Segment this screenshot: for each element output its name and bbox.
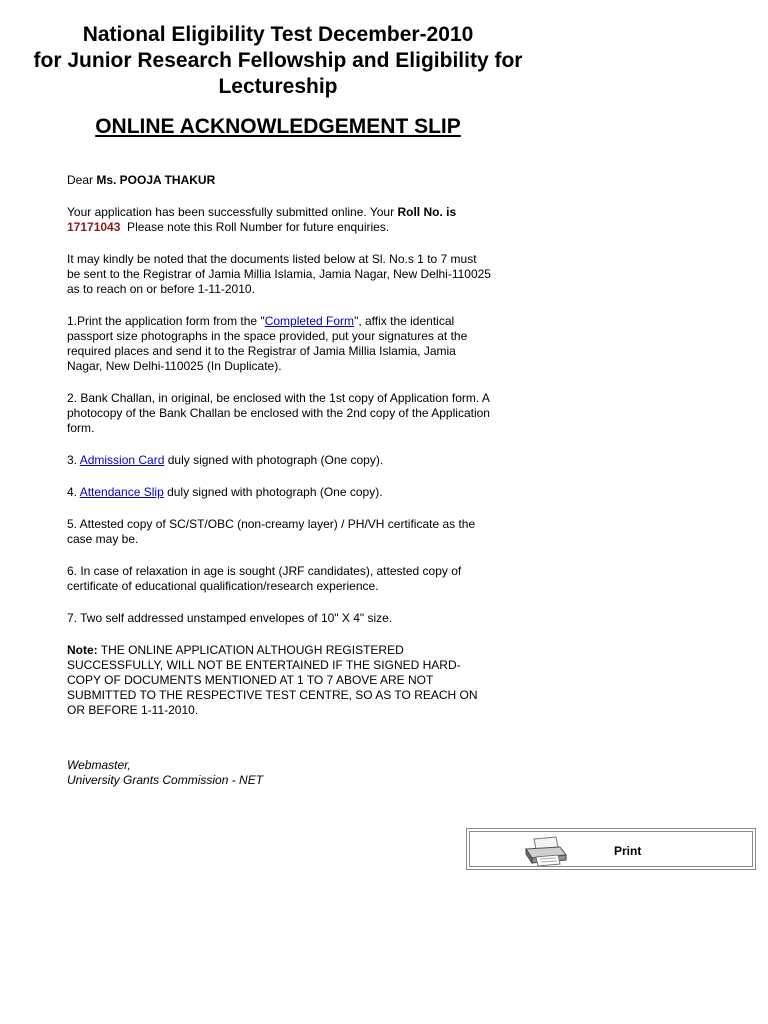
- heading-line-2: for Junior Research Fellowship and Eligibility for: [33, 49, 523, 72]
- signature-block: [67, 758, 491, 788]
- greeting: [67, 173, 491, 188]
- submission-paragraph: [67, 205, 491, 235]
- roll-label: Roll No. is: [397, 205, 457, 219]
- note-text: THE ONLINE APPLICATION ALTHOUGH REGISTERED SUCCESSFULLY, WILL NOT BE ENTERTAINED IF THE SIGNED HARD-COPY OF DOCUMENTS MENTIONED AT 1 TO 7 ABOVE ARE NOT SUBMITTED TO THE RESPECTIVE TEST CENTRE, SO AS TO REACH ON OR BEFORE 1-11-2010.: [67, 643, 478, 717]
- print-panel: [466, 828, 756, 870]
- item1-suffix: ", affix the identical passport size photographs in the space provided, put your signatures at the required places and send it to the Registrar of Jamia Millia Islamia, Jamia Nagar, New Delhi-110025 (In Duplicate).: [67, 314, 468, 373]
- printer-icon: [522, 835, 568, 867]
- heading-line-3: Lectureship: [218, 75, 338, 98]
- list-item: 6. In case of relaxation in age is sought (JRF candidates), attested copy of certificate of educational qualification/research experience.: [67, 564, 462, 593]
- documents-note: It may kindly be noted that the documents listed below at Sl. No.s 1 to 7 must be sent to the Registrar of Jamia Millia Islamia, Jamia Nagar, New Delhi-110025 as to reach on or before 1-11-2010.: [67, 252, 491, 296]
- heading-line-1: National Eligibility Test December-2010: [82, 23, 474, 46]
- signature-line-1: Webmaster,: [67, 758, 131, 772]
- list-item: 2. Bank Challan, in original, be enclosed with the 1st copy of Application form. A photocopy of the Bank Challan be enclosed with the 2nd copy of the Application form.: [67, 391, 490, 435]
- print-label: Print: [614, 844, 642, 858]
- list-item: [67, 453, 491, 468]
- attendance-slip-link[interactable]: Attendance Slip: [79, 485, 164, 499]
- signature-line-2: University Grants Commission - NET: [67, 773, 264, 787]
- list-item: [67, 314, 491, 374]
- letter-body: [67, 173, 491, 805]
- item4-suffix: duly signed with photograph (One copy).: [163, 485, 383, 499]
- greeting-prefix: Dear: [67, 173, 97, 187]
- item3-prefix: 3.: [67, 453, 80, 467]
- candidate-name: Ms. POOJA THAKUR: [96, 173, 216, 187]
- list-item: 7. Two self addressed unstamped envelopes of 10" X 4" size.: [67, 611, 393, 625]
- completed-form-link[interactable]: Completed Form: [264, 314, 355, 328]
- print-button[interactable]: [469, 831, 753, 867]
- page-title: ONLINE ACKNOWLEDGEMENT SLIP: [95, 115, 461, 138]
- item4-prefix: 4.: [67, 485, 80, 499]
- note-paragraph: [67, 643, 491, 718]
- roll-note: Please note this Roll Number for future enquiries.: [120, 220, 390, 234]
- roll-number: 17171043: [67, 220, 121, 234]
- note-label: Note:: [67, 643, 98, 657]
- list-item: 5. Attested copy of SC/ST/OBC (non-creamy layer) / PH/VH certificate as the case may be.: [67, 517, 476, 546]
- admission-card-link[interactable]: Admission Card: [79, 453, 165, 467]
- item3-suffix: duly signed with photograph (One copy).: [164, 453, 384, 467]
- list-item: [67, 485, 491, 500]
- submitted-text: Your application has been successfully submitted online. Your: [67, 205, 398, 219]
- item1-prefix: 1.Print the application form from the ": [67, 314, 265, 328]
